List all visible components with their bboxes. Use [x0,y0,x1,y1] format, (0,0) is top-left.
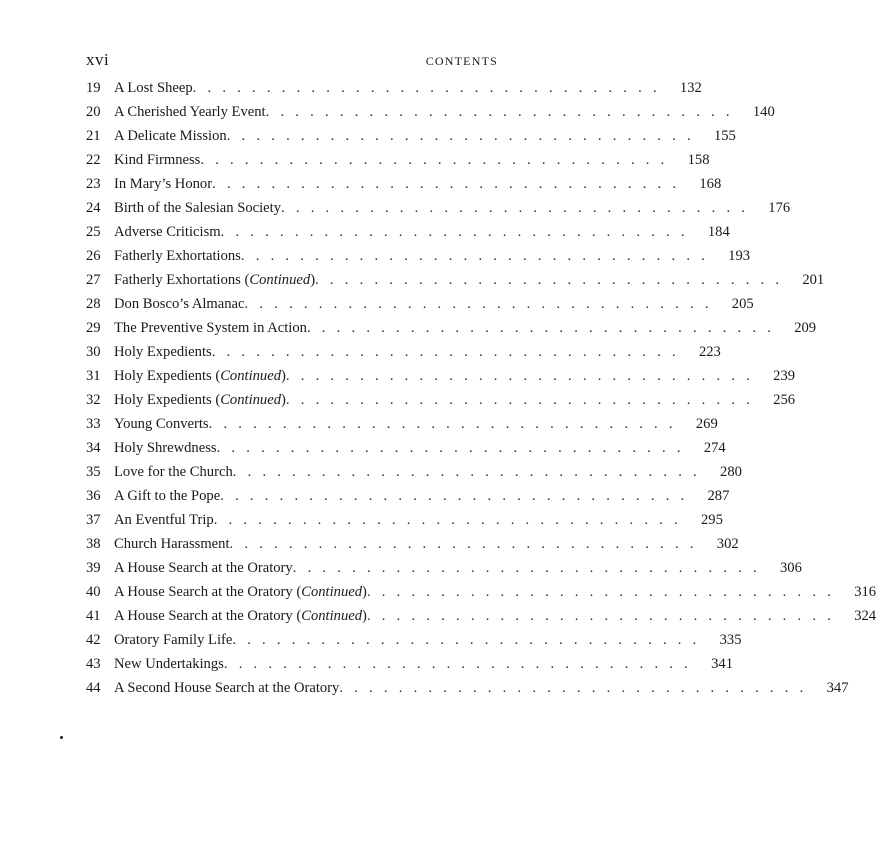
dot-leader: ................................ [232,632,708,648]
page-ref: 193 [728,248,751,264]
dot-leader: ................................ [240,248,717,264]
dot-leader: ................................ [211,344,687,360]
page-ref: 184 [707,224,730,240]
dot-leader: ................................ [208,416,684,432]
chapter-number: 19 [86,80,101,96]
dot-leader: ................................ [366,584,843,600]
chapter-number: 39 [86,560,101,576]
toc-entry [86,628,742,652]
chapter-title-text: Fatherly Exhortations ( [114,272,250,288]
chapter-title-text: Holy Expedients ( [114,368,221,384]
toc-entry [86,364,796,388]
chapter-title-italic: Continued [301,584,363,600]
dot-leader: ................................ [244,296,720,312]
chapter-number: 26 [86,248,101,264]
chapter-number: 28 [86,296,101,312]
page-ref: 155 [713,128,736,144]
chapter-title [114,556,293,580]
chapter-title-text: Young Converts [114,416,209,432]
page-ref: 316 [854,584,876,600]
chapter-title [114,172,212,196]
chapter-title-text: A Cherished Yearly Event [114,104,266,120]
chapter-number: 37 [86,512,101,528]
chapter-title-text: Fatherly Exhortations [114,248,241,264]
toc-entry [86,244,751,268]
chapter-title [114,508,214,532]
chapter-number: 24 [86,200,101,216]
chapter-title-text: A Delicate Mission [114,128,227,144]
chapter-title-text: The Preventive System in Action [114,320,307,336]
chapter-title [114,196,281,220]
chapter-number: 25 [86,224,101,240]
dot-leader: ................................ [292,560,768,576]
page-ref: 274 [703,440,726,456]
page-ref: 239 [773,368,796,384]
chapter-title [114,340,212,364]
chapter-number: 32 [86,392,101,408]
page-ref: 280 [720,464,742,480]
page-ref: 205 [731,296,754,312]
chapter-number: 36 [86,488,101,504]
dot-leader: ................................ [226,128,702,144]
page-ref: 302 [716,536,739,552]
toc-entry [86,388,796,412]
chapter-title [114,364,286,388]
toc-entry [86,412,718,436]
chapter-title [114,124,227,148]
dot-leader: ................................ [229,536,705,552]
chapter-title-text: Oratory Family Life [114,632,233,648]
chapter-title-text: Love for the Church [114,464,233,480]
chapter-title-text: A House Search at the Oratory ( [114,608,302,624]
chapter-title-italic: Continued [220,392,282,408]
chapter-number: 27 [86,272,101,288]
chapter-number: 22 [86,152,101,168]
dot-leader: ................................ [220,488,696,504]
chapter-title [114,292,245,316]
toc-entry [86,292,754,316]
chapter-title-text: In Mary’s Honor [114,176,213,192]
page-ref: 176 [768,200,791,216]
chapter-number: 42 [86,632,101,648]
chapter-title-text: Birth of the Salesian Society [114,200,281,216]
toc-entry [86,508,723,532]
chapter-title [114,268,315,292]
chapter-number: 20 [86,104,101,120]
toc-entry [86,460,742,484]
chapter-number: 41 [86,608,101,624]
chapter-title [114,604,367,628]
chapter-number: 44 [86,680,101,696]
dot-leader: ................................ [285,392,762,408]
chapter-title-italic: Continued [249,272,311,288]
chapter-number: 38 [86,536,101,552]
toc-entry [86,532,739,556]
chapter-title-text: A House Search at the Oratory ( [114,584,302,600]
dot-leader: ................................ [213,512,689,528]
chapter-title [114,244,241,268]
chapter-number: 23 [86,176,101,192]
page-ref: 347 [826,680,849,696]
dot-leader: ................................ [366,608,843,624]
toc-entry [86,556,802,580]
page-ref: 223 [698,344,721,360]
chapter-title-italic: Continued [301,608,363,624]
dot-leader: ................................ [281,200,757,216]
chapter-title-end: ) [310,272,316,288]
chapter-number: 31 [86,368,101,384]
page-ref: 335 [719,632,742,648]
page-ref: 306 [779,560,802,576]
chapter-title-text: Adverse Criticism [114,224,221,240]
page-ref: 158 [687,152,710,168]
toc-entry [86,124,736,148]
toc-entry [86,220,730,244]
page-ref: 324 [854,608,876,624]
chapter-title-italic: Continued [220,368,282,384]
page-ref: 269 [695,416,718,432]
chapter-title-text: Holy Expedients ( [114,392,221,408]
toc-entry [86,100,775,124]
page-ref: 140 [752,104,775,120]
toc-entry [86,484,730,508]
chapter-number: 33 [86,416,101,432]
chapter-title [114,148,200,172]
chapter-title [114,628,232,652]
chapter-title-text: Holy Shrewdness [114,440,217,456]
chapter-title [114,532,230,556]
dot-leader: ................................ [306,320,783,336]
toc-entry [86,436,726,460]
page-ref: 256 [773,392,796,408]
chapter-title-text: New Undertakings [114,656,224,672]
running-head: CONTENTS [425,54,498,68]
page-ref: 201 [802,272,825,288]
page-ref: 295 [701,512,723,528]
chapter-title-text: Church Harassment [114,536,230,552]
dot-leader: ................................ [200,152,676,168]
chapter-title-end: ) [281,392,286,408]
chapter-number: 35 [86,464,101,480]
dot-leader: ................................ [192,80,668,96]
chapter-title [114,460,233,484]
toc-entry [86,652,733,676]
toc-entry [86,268,825,292]
dot-leader: ................................ [216,440,692,456]
toc-entry [86,340,721,364]
chapter-title-text: An Eventful Trip [114,512,214,528]
page-ref: 209 [794,320,817,336]
toc-entry [86,172,722,196]
chapter-number: 30 [86,344,101,360]
chapter-title [114,388,286,412]
toc-entry [86,676,849,700]
dot-leader: ................................ [265,104,741,120]
chapter-number: 40 [86,584,101,600]
chapter-title-text: A House Search at the Oratory [114,560,293,576]
page-number: xvi [86,50,110,69]
chapter-title-text: Kind Firmness [114,152,201,168]
chapter-title-text: A Lost Sheep [114,80,193,96]
chapter-title-text: A Second House Search at the Oratory [114,680,340,696]
dot-leader: ................................ [223,656,699,672]
toc-entry [86,196,791,220]
chapter-number: 34 [86,440,101,456]
chapter-title-end: ) [281,368,286,384]
chapter-title [114,316,307,340]
page-ref: 132 [679,80,702,96]
chapter-title [114,484,220,508]
chapter-title [114,100,266,124]
dot-leader: ................................ [285,368,762,384]
dot-leader: ................................ [315,272,791,288]
page-ref: 287 [707,488,730,504]
toc-entry [86,76,702,100]
chapter-title [114,436,217,460]
chapter-number: 29 [86,320,101,336]
chapter-title-text: Don Bosco’s Almanac [114,296,245,312]
page-ref: 341 [711,656,733,672]
chapter-title [114,76,193,100]
chapter-title-end: ) [362,584,367,600]
toc-entry [86,148,710,172]
chapter-title [114,220,221,244]
chapter-title-text: Holy Expedients [114,344,212,360]
dot-leader: ................................ [212,176,688,192]
chapter-title [114,676,339,700]
dot-leader: ................................ [339,680,815,696]
dot-leader: ................................ [220,224,696,240]
stray-mark [60,736,63,739]
chapter-title [114,580,367,604]
toc-entry [86,580,876,604]
toc-entry [86,316,817,340]
chapter-number: 43 [86,656,101,672]
chapter-title [114,412,209,436]
table-of-contents [86,76,876,700]
dot-leader: ................................ [232,464,708,480]
page-ref: 168 [699,176,722,192]
toc-entry [86,604,876,628]
chapter-title-text: A Gift to the Pope [114,488,221,504]
chapter-title-end: ) [362,608,367,624]
chapter-number: 21 [86,128,101,144]
chapter-title [114,652,224,676]
